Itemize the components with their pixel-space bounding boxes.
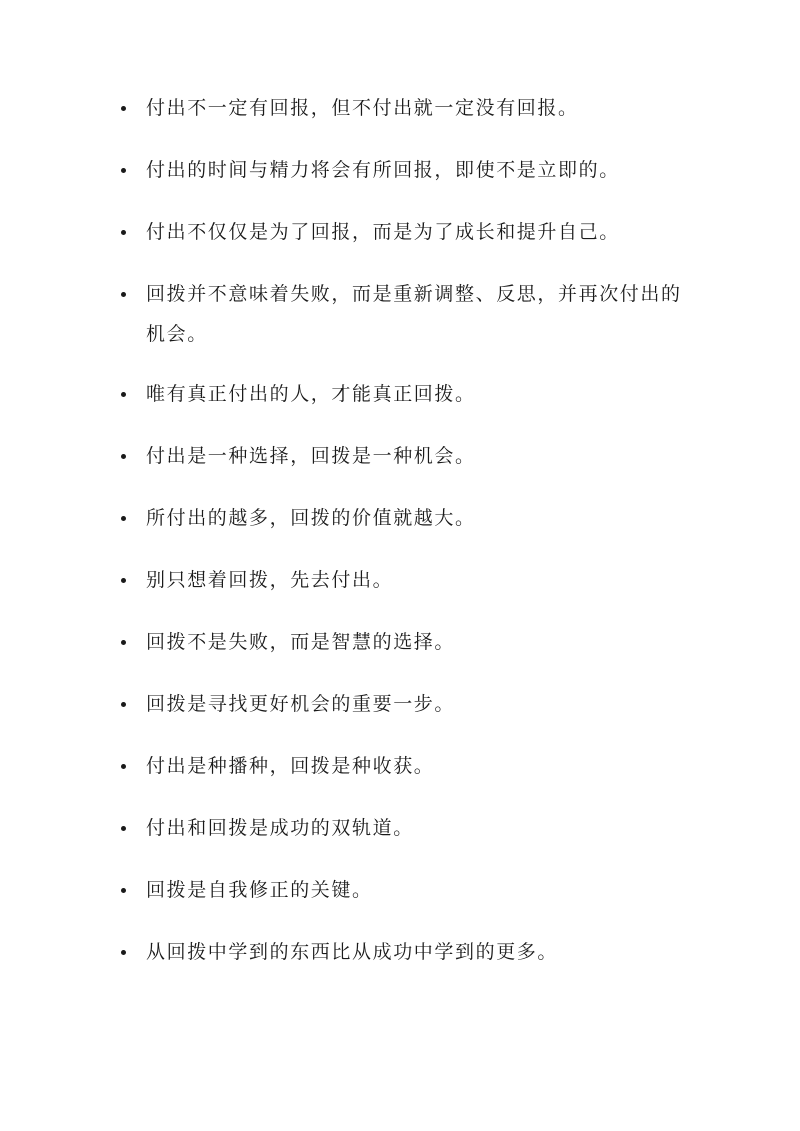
list-item-text: 唯有真正付出的人，才能真正回拨。 xyxy=(146,383,476,405)
bullet-dot-icon xyxy=(121,106,126,111)
bullet-dot-icon xyxy=(121,640,126,645)
bullet-list xyxy=(118,88,698,994)
bullet-dot-icon xyxy=(121,764,126,769)
list-item xyxy=(118,560,698,600)
list-item xyxy=(118,150,698,190)
list-item xyxy=(118,870,698,910)
list-item-text: 所付出的越多，回拨的价值就越大。 xyxy=(146,507,476,529)
list-item xyxy=(118,374,698,414)
bullet-dot-icon xyxy=(121,392,126,397)
bullet-dot-icon xyxy=(121,950,126,955)
list-item-text: 付出是种播种，回拨是种收获。 xyxy=(146,755,435,777)
bullet-dot-icon xyxy=(121,454,126,459)
list-item-text: 付出不一定有回报，但不付出就一定没有回报。 xyxy=(146,97,579,119)
bullet-dot-icon xyxy=(121,516,126,521)
list-item xyxy=(118,746,698,786)
bullet-dot-icon xyxy=(121,702,126,707)
list-item-text: 别只想着回拨，先去付出。 xyxy=(146,569,394,591)
list-item xyxy=(118,808,698,848)
list-item-text: 回拨是自我修正的关键。 xyxy=(146,879,373,901)
list-item xyxy=(118,88,698,128)
list-item xyxy=(118,274,698,354)
list-item-text: 付出的时间与精力将会有所回报，即使不是立即的。 xyxy=(146,159,620,181)
list-item-text: 回拨是寻找更好机会的重要一步。 xyxy=(146,693,456,715)
list-item-text: 从回拨中学到的东西比从成功中学到的更多。 xyxy=(146,941,559,963)
bullet-dot-icon xyxy=(121,826,126,831)
list-item xyxy=(118,212,698,252)
bullet-dot-icon xyxy=(121,292,126,297)
list-item xyxy=(118,932,698,972)
bullet-dot-icon xyxy=(121,888,126,893)
list-item-text: 付出不仅仅是为了回报，而是为了成长和提升自己。 xyxy=(146,221,620,243)
list-item xyxy=(118,684,698,724)
list-item-text: 回拨不是失败，而是智慧的选择。 xyxy=(146,631,456,653)
bullet-dot-icon xyxy=(121,230,126,235)
list-item xyxy=(118,622,698,662)
list-item-text: 回拨并不意味着失败，而是重新调整、反思，并再次付出的机会。 xyxy=(146,283,682,345)
list-item-text: 付出和回拨是成功的双轨道。 xyxy=(146,817,414,839)
list-item xyxy=(118,498,698,538)
list-item xyxy=(118,436,698,476)
bullet-dot-icon xyxy=(121,168,126,173)
list-item-text: 付出是一种选择，回拨是一种机会。 xyxy=(146,445,476,467)
bullet-dot-icon xyxy=(121,578,126,583)
